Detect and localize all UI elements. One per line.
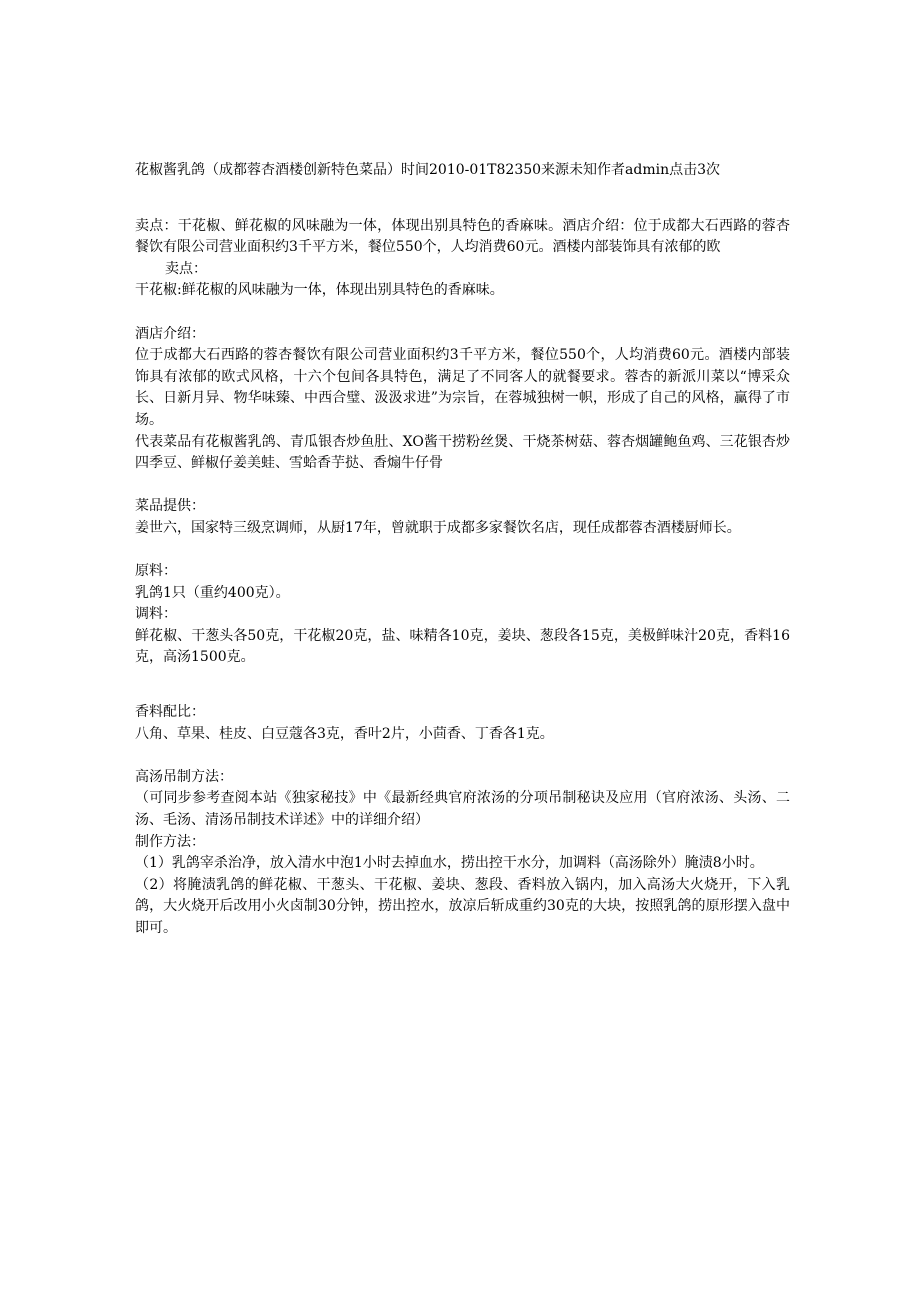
signature-dishes-text: 代表菜品有花椒酱乳鸽、青瓜银杏炒鱼肚、XO酱干捞粉丝煲、干烧茶树菇、蓉杏烟罐鲍鱼鸡、三花银杏炒四季豆、鲜椒仔姜美蛙、雪蛤香芋挞、香煽牛仔骨 [135,433,790,472]
hotel-text: 位于成都大石西路的蓉杏餐饮有限公司营业面积约3千平方米，餐位550个，人均消费60元。酒楼内部装饰具有浓郁的欧式风格，十六个包间各具特色，满足了不同客人的就餐要求。蓉杏的新派川菜以“博采众长、日新月异、物华味臻、中西合璧、汲汲求进”为宗旨，在蓉城独树一帜，形成了自己的风格，赢得了市场。 [135,347,790,428]
stock-text: （可同步参考查阅本站《独家秘技》中《最新经典官府浓汤的分项吊制秘诀及应用（官府浓汤、头汤、二汤、毛汤、清汤吊制技术详述》中的详细介绍） [135,790,790,829]
method-step-1: （1）乳鸽宰杀治净，放入清水中泡1小时去掉血水，捞出控干水分，加调料（高汤除外）腌渍8小时。 [135,855,764,872]
spice-text: 八角、草果、桂皮、白豆蔻各3克，香叶2片，小茴香、丁香各1克。 [135,725,554,742]
document-page [135,160,790,940]
selling-point-text: 干花椒:鲜花椒的风味融为一体，体现出别具特色的香麻味。 [135,282,504,299]
hotel-label: 酒店介绍： [135,325,205,342]
method-step-2: （2）将腌渍乳鸽的鲜花椒、干葱头、干花椒、姜块、葱段、香料放入锅内，加入高汤大火烧开，下入乳鸽，大火烧开后改用小火卤制30分钟，捞出控水，放凉后斩成重约30克的大块，按照乳鸽的原形摆入盘中即可。 [135,876,790,936]
document-title: 花椒酱乳鸽（成都蓉杏酒楼创新特色菜品）时间2010-01T82350来源未知作者admin点击3次 [135,162,721,178]
provider-text: 姜世六，国家特三级烹调师，从厨17年，曾就职于成都多家餐饮名店，现任成都蓉杏酒楼厨师长。 [135,519,741,536]
seasoning-text: 鲜花椒、干葱头各50克，干花椒20克，盐、味精各10克，姜块、葱段各15克，美极鲜味汁20克，香料16克，高汤1500克。 [135,627,790,666]
spacer [135,745,790,767]
seasoning-label: 调料： [135,606,177,623]
selling-point-label: 卖点： [165,260,207,277]
spacer [135,669,790,702]
summary-paragraph: 卖点：干花椒、鲜花椒的风味融为一体，体现出别具特色的香麻味。酒店介绍：位于成都大石西路的蓉杏餐饮有限公司营业面积约3千平方米，餐位550个，人均消费60元。酒楼内部装饰具有浓郁的欧 [135,217,790,256]
ingredients-label: 原料： [135,563,177,580]
stock-label: 高汤吊制方法： [135,768,233,785]
spacer [135,540,790,562]
spice-label: 香料配比： [135,704,205,721]
method-label: 制作方法： [135,833,205,850]
ingredients-text: 乳鸽1只（重约400克）。 [135,584,290,601]
spacer [135,302,790,324]
provider-label: 菜品提供： [135,498,205,515]
spacer [135,475,790,497]
